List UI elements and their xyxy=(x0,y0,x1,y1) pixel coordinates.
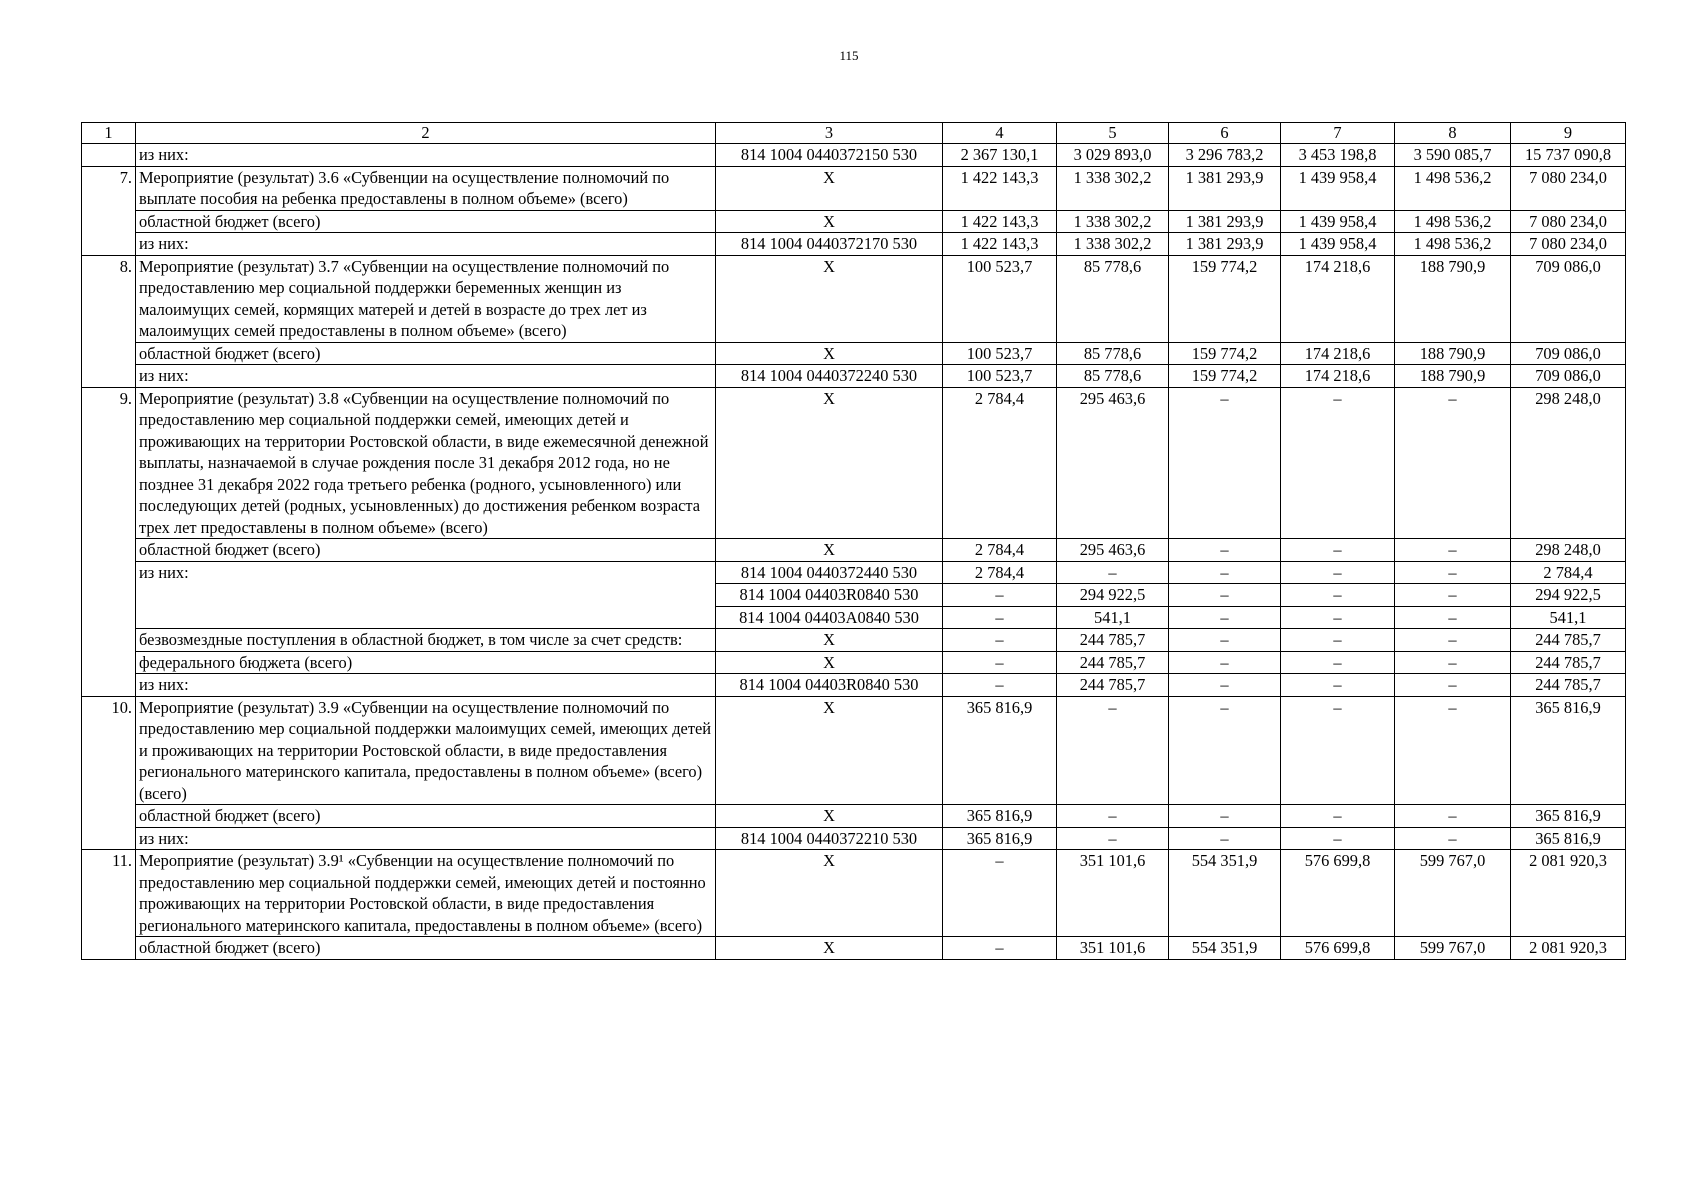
table-row xyxy=(82,937,1626,960)
amount-cell: – xyxy=(1281,805,1395,828)
amount-cell: – xyxy=(1281,606,1395,629)
table-row xyxy=(82,651,1626,674)
amount-cell: 1 422 143,3 xyxy=(943,210,1057,233)
table-row xyxy=(82,365,1626,388)
amount-cell: – xyxy=(1395,827,1511,850)
amount-cell: – xyxy=(1395,606,1511,629)
amount-cell: 709 086,0 xyxy=(1511,255,1626,342)
row-description: из них: xyxy=(136,144,716,167)
amount-cell: 709 086,0 xyxy=(1511,365,1626,388)
amount-cell: 2 784,4 xyxy=(943,387,1057,539)
amount-cell: 244 785,7 xyxy=(1057,629,1169,652)
amount-cell: – xyxy=(1281,827,1395,850)
amount-cell: 554 351,9 xyxy=(1169,850,1281,937)
amount-cell: 15 737 090,8 xyxy=(1511,144,1626,167)
table-header-row xyxy=(82,123,1626,144)
amount-cell: – xyxy=(1281,539,1395,562)
table-row xyxy=(82,674,1626,697)
amount-cell: 244 785,7 xyxy=(1511,674,1626,697)
amount-cell: 1 338 302,2 xyxy=(1057,166,1169,210)
amount-cell: – xyxy=(1395,696,1511,805)
amount-cell: 2 784,4 xyxy=(943,561,1057,584)
amount-cell: 2 367 130,1 xyxy=(943,144,1057,167)
table-row xyxy=(82,696,1626,805)
amount-cell: – xyxy=(1395,387,1511,539)
column-header: 9 xyxy=(1511,123,1626,144)
budget-code: X xyxy=(716,166,943,210)
amount-cell: – xyxy=(1395,805,1511,828)
budget-code: 814 1004 0440372210 530 xyxy=(716,827,943,850)
amount-cell: – xyxy=(1169,827,1281,850)
amount-cell: 3 590 085,7 xyxy=(1395,144,1511,167)
budget-code: X xyxy=(716,629,943,652)
table-row xyxy=(82,827,1626,850)
column-header: 4 xyxy=(943,123,1057,144)
amount-cell: – xyxy=(1057,561,1169,584)
amount-cell: – xyxy=(1169,696,1281,805)
budget-code: X xyxy=(716,805,943,828)
amount-cell: – xyxy=(1169,539,1281,562)
row-number: 9. xyxy=(82,387,136,696)
amount-cell: 85 778,6 xyxy=(1057,365,1169,388)
amount-cell: – xyxy=(943,651,1057,674)
row-description: Мероприятие (результат) 3.8 «Субвенции на осуществление полномочий по предоставлению мер социальной поддержки семей, имеющих детей и проживающих на территории Ростовской области, в виде ежемесячной денежной выплаты, назначаемой в случае рождения после 31 декабря 2012 года, но не позднее 31 декабря 2022 года третьего ребенка (родного, усыновленного) или последующих детей (родных, усыновленных) до достижения ребенком возраста трех лет предоставлены в полном объеме» (всего) xyxy=(136,387,716,539)
column-header: 7 xyxy=(1281,123,1395,144)
amount-cell: 1 338 302,2 xyxy=(1057,233,1169,256)
amount-cell: 244 785,7 xyxy=(1511,629,1626,652)
amount-cell: 174 218,6 xyxy=(1281,342,1395,365)
row-number: 7. xyxy=(82,166,136,255)
amount-cell: 7 080 234,0 xyxy=(1511,210,1626,233)
column-header: 1 xyxy=(82,123,136,144)
amount-cell: – xyxy=(943,606,1057,629)
amount-cell: 365 816,9 xyxy=(1511,805,1626,828)
amount-cell: – xyxy=(943,584,1057,607)
budget-code: X xyxy=(716,255,943,342)
table-row xyxy=(82,255,1626,342)
budget-code: 814 1004 0440372170 530 xyxy=(716,233,943,256)
table-row xyxy=(82,805,1626,828)
budget-code: X xyxy=(716,539,943,562)
amount-cell: 709 086,0 xyxy=(1511,342,1626,365)
amount-cell: 365 816,9 xyxy=(943,805,1057,828)
row-number: 11. xyxy=(82,850,136,960)
column-header: 2 xyxy=(136,123,716,144)
amount-cell: 2 784,4 xyxy=(1511,561,1626,584)
amount-cell: – xyxy=(943,629,1057,652)
table-row xyxy=(82,539,1626,562)
row-description: из них: xyxy=(136,365,716,388)
amount-cell: 351 101,6 xyxy=(1057,937,1169,960)
amount-cell: 1 498 536,2 xyxy=(1395,233,1511,256)
amount-cell: 2 081 920,3 xyxy=(1511,850,1626,937)
row-description: из них: xyxy=(136,233,716,256)
amount-cell: 576 699,8 xyxy=(1281,850,1395,937)
amount-cell: – xyxy=(1281,629,1395,652)
amount-cell: 3 453 198,8 xyxy=(1281,144,1395,167)
budget-code: X xyxy=(716,651,943,674)
budget-code: 814 1004 04403A0840 530 xyxy=(716,606,943,629)
amount-cell: 541,1 xyxy=(1511,606,1626,629)
amount-cell: 159 774,2 xyxy=(1169,255,1281,342)
amount-cell: – xyxy=(1281,584,1395,607)
row-number: 10. xyxy=(82,696,136,850)
budget-table xyxy=(81,122,1626,960)
amount-cell: 100 523,7 xyxy=(943,255,1057,342)
amount-cell: 1 422 143,3 xyxy=(943,233,1057,256)
amount-cell: 3 296 783,2 xyxy=(1169,144,1281,167)
budget-code: X xyxy=(716,342,943,365)
amount-cell: – xyxy=(1395,561,1511,584)
table-row xyxy=(82,342,1626,365)
amount-cell: 1 422 143,3 xyxy=(943,166,1057,210)
amount-cell: 1 439 958,4 xyxy=(1281,166,1395,210)
amount-cell: 100 523,7 xyxy=(943,342,1057,365)
amount-cell: 1 381 293,9 xyxy=(1169,210,1281,233)
amount-cell: 1 498 536,2 xyxy=(1395,210,1511,233)
amount-cell: 1 381 293,9 xyxy=(1169,233,1281,256)
amount-cell: – xyxy=(943,674,1057,697)
budget-code: 814 1004 0440372440 530 xyxy=(716,561,943,584)
amount-cell: 576 699,8 xyxy=(1281,937,1395,960)
amount-cell: 85 778,6 xyxy=(1057,342,1169,365)
row-description: Мероприятие (результат) 3.7 «Субвенции на осуществление полномочий по предоставлению мер социальной поддержки беременных женщин из малоимущих семей, кормящих матерей и детей в возрасте до трех лет из малоимущих семей предоставлены в полном объеме» (всего) xyxy=(136,255,716,342)
budget-code: X xyxy=(716,210,943,233)
amount-cell: 541,1 xyxy=(1057,606,1169,629)
amount-cell: 2 081 920,3 xyxy=(1511,937,1626,960)
amount-cell: 244 785,7 xyxy=(1057,651,1169,674)
table-row xyxy=(82,850,1626,937)
amount-cell: 2 784,4 xyxy=(943,539,1057,562)
row-description: Мероприятие (результат) 3.9¹ «Субвенции на осуществление полномочий по предоставлению мер социальной поддержки семей, имеющих детей и постоянно проживающих на территории Ростовской области, в виде предоставления регионального материнского капитала, предоставлены в полном объеме» (всего) xyxy=(136,850,716,937)
row-description: областной бюджет (всего) xyxy=(136,805,716,828)
amount-cell: 1 439 958,4 xyxy=(1281,210,1395,233)
amount-cell: 351 101,6 xyxy=(1057,850,1169,937)
amount-cell: – xyxy=(1169,606,1281,629)
budget-code: X xyxy=(716,696,943,805)
column-header: 6 xyxy=(1169,123,1281,144)
amount-cell: 174 218,6 xyxy=(1281,255,1395,342)
row-description: из них: xyxy=(136,674,716,697)
amount-cell: 188 790,9 xyxy=(1395,365,1511,388)
amount-cell: 1 381 293,9 xyxy=(1169,166,1281,210)
row-description: Мероприятие (результат) 3.6 «Субвенции на осуществление полномочий по выплате пособия на ребенка предоставлены в полном объеме» (всего) xyxy=(136,166,716,210)
amount-cell: 295 463,6 xyxy=(1057,387,1169,539)
amount-cell: 365 816,9 xyxy=(943,696,1057,805)
row-number xyxy=(82,144,136,167)
amount-cell: 188 790,9 xyxy=(1395,255,1511,342)
amount-cell: 244 785,7 xyxy=(1057,674,1169,697)
amount-cell: – xyxy=(1395,651,1511,674)
table-row xyxy=(82,210,1626,233)
budget-code: 814 1004 04403R0840 530 xyxy=(716,584,943,607)
amount-cell: – xyxy=(943,937,1057,960)
amount-cell: – xyxy=(1169,561,1281,584)
amount-cell: – xyxy=(1169,584,1281,607)
table-row xyxy=(82,561,1626,584)
amount-cell: 1 338 302,2 xyxy=(1057,210,1169,233)
amount-cell: 7 080 234,0 xyxy=(1511,166,1626,210)
amount-cell: 365 816,9 xyxy=(1511,696,1626,805)
amount-cell: 3 029 893,0 xyxy=(1057,144,1169,167)
amount-cell: 244 785,7 xyxy=(1511,651,1626,674)
amount-cell: 159 774,2 xyxy=(1169,365,1281,388)
amount-cell: – xyxy=(1281,651,1395,674)
amount-cell: – xyxy=(1169,651,1281,674)
amount-cell: – xyxy=(1057,805,1169,828)
amount-cell: – xyxy=(1169,387,1281,539)
table-row xyxy=(82,144,1626,167)
amount-cell: – xyxy=(1281,696,1395,805)
amount-cell: 294 922,5 xyxy=(1057,584,1169,607)
row-description: областной бюджет (всего) xyxy=(136,210,716,233)
budget-code: X xyxy=(716,850,943,937)
budget-code: 814 1004 0440372240 530 xyxy=(716,365,943,388)
amount-cell: – xyxy=(1281,387,1395,539)
amount-cell: 174 218,6 xyxy=(1281,365,1395,388)
amount-cell: 295 463,6 xyxy=(1057,539,1169,562)
row-number: 8. xyxy=(82,255,136,387)
column-header: 5 xyxy=(1057,123,1169,144)
amount-cell: 7 080 234,0 xyxy=(1511,233,1626,256)
amount-cell: – xyxy=(1395,539,1511,562)
row-description: областной бюджет (всего) xyxy=(136,539,716,562)
amount-cell: 599 767,0 xyxy=(1395,850,1511,937)
row-description: безвозмездные поступления в областной бюджет, в том числе за счет средств: xyxy=(136,629,716,652)
amount-cell: 554 351,9 xyxy=(1169,937,1281,960)
amount-cell: 159 774,2 xyxy=(1169,342,1281,365)
row-description: из них: xyxy=(136,561,716,629)
page-number: 115 xyxy=(839,48,859,63)
budget-code: X xyxy=(716,387,943,539)
row-description: областной бюджет (всего) xyxy=(136,937,716,960)
amount-cell: 1 498 536,2 xyxy=(1395,166,1511,210)
table-row xyxy=(82,629,1626,652)
amount-cell: – xyxy=(1169,629,1281,652)
table-row xyxy=(82,166,1626,210)
amount-cell: – xyxy=(943,850,1057,937)
table-row xyxy=(82,387,1626,539)
column-header: 3 xyxy=(716,123,943,144)
column-header: 8 xyxy=(1395,123,1511,144)
amount-cell: 599 767,0 xyxy=(1395,937,1511,960)
amount-cell: 294 922,5 xyxy=(1511,584,1626,607)
budget-code: 814 1004 04403R0840 530 xyxy=(716,674,943,697)
row-description: федерального бюджета (всего) xyxy=(136,651,716,674)
row-description: Мероприятие (результат) 3.9 «Субвенции на осуществление полномочий по предоставлению мер социальной поддержки малоимущих семей, имеющих детей и проживающих на территории Ростовской области, в виде предоставления регионального материнского капитала, предоставлены в полном объеме» (всего) (всего) xyxy=(136,696,716,805)
row-description: из них: xyxy=(136,827,716,850)
amount-cell: 365 816,9 xyxy=(943,827,1057,850)
row-description: областной бюджет (всего) xyxy=(136,342,716,365)
amount-cell: – xyxy=(1169,805,1281,828)
amount-cell: 298 248,0 xyxy=(1511,387,1626,539)
amount-cell: – xyxy=(1057,696,1169,805)
amount-cell: – xyxy=(1057,827,1169,850)
budget-code: X xyxy=(716,937,943,960)
amount-cell: – xyxy=(1395,674,1511,697)
amount-cell: 298 248,0 xyxy=(1511,539,1626,562)
budget-code: 814 1004 0440372150 530 xyxy=(716,144,943,167)
amount-cell: – xyxy=(1281,561,1395,584)
amount-cell: – xyxy=(1169,674,1281,697)
amount-cell: 85 778,6 xyxy=(1057,255,1169,342)
table-row xyxy=(82,233,1626,256)
amount-cell: 100 523,7 xyxy=(943,365,1057,388)
amount-cell: 365 816,9 xyxy=(1511,827,1626,850)
amount-cell: – xyxy=(1395,629,1511,652)
amount-cell: – xyxy=(1281,674,1395,697)
amount-cell: – xyxy=(1395,584,1511,607)
amount-cell: 1 439 958,4 xyxy=(1281,233,1395,256)
amount-cell: 188 790,9 xyxy=(1395,342,1511,365)
